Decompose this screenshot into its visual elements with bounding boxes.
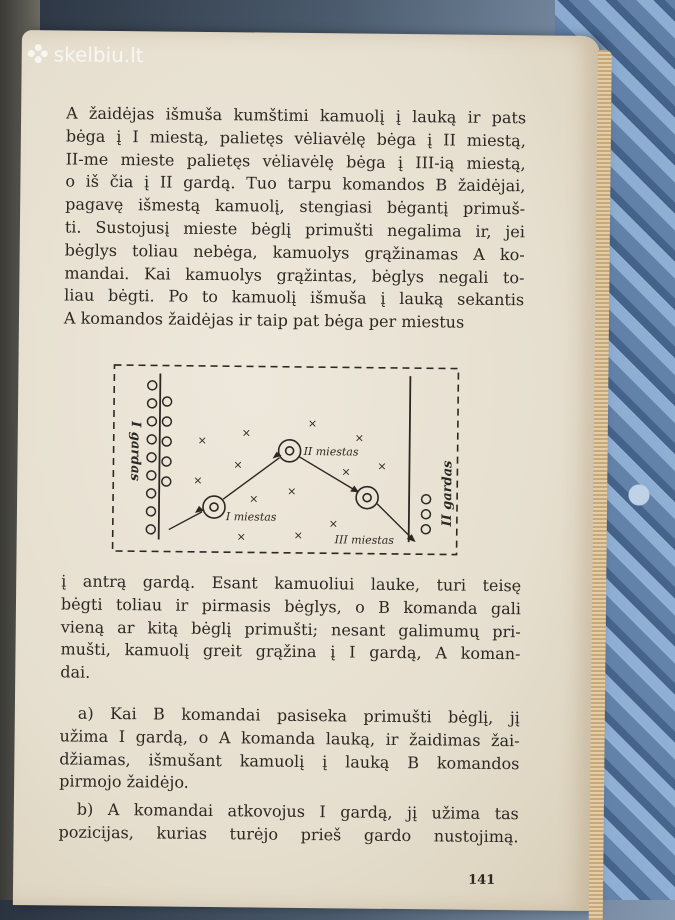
player-circle xyxy=(147,489,156,498)
player-circle xyxy=(147,417,156,426)
svg-text:×: × xyxy=(287,484,297,498)
watermark-text: skelbiu.lt xyxy=(53,42,144,68)
svg-text:×: × xyxy=(341,465,351,479)
player-circle xyxy=(421,525,430,534)
miestas-3-inner xyxy=(363,494,371,502)
svg-text:×: × xyxy=(249,492,259,506)
player-circle xyxy=(147,471,156,480)
player-circle xyxy=(422,495,431,504)
book-page xyxy=(13,30,600,911)
text-line: mandai. Kai kamuolys grąžintas, bėglys negali to- xyxy=(64,263,525,287)
miestas-2-outer xyxy=(278,440,300,462)
text-line: bėgti toliau ir pirmasis bėglys, o B komanda gali xyxy=(60,594,522,619)
game-field-diagram xyxy=(108,361,470,560)
svg-text:×: × xyxy=(197,433,207,447)
paragraph-1 xyxy=(64,102,526,335)
team-a-players xyxy=(146,381,432,537)
gardas-2-label: II gardas xyxy=(439,460,456,527)
text-line: A komandos žaidėjas ir taip pat bėga per miestus xyxy=(63,308,465,332)
player-circle xyxy=(148,399,157,408)
svg-text:×: × xyxy=(233,458,243,472)
player-circle xyxy=(162,477,171,486)
text-line: bėglys toliau nebėga, kamuolys grąžinamas A ko- xyxy=(64,240,525,265)
miestas-3-outer xyxy=(356,487,378,509)
text-line: džiamas, išmušant kamuolį į lauką B komandos xyxy=(59,749,520,773)
svg-text:×: × xyxy=(193,473,203,487)
svg-text:×: × xyxy=(354,431,365,445)
svg-text:×: × xyxy=(377,459,387,473)
player-circle xyxy=(147,453,156,462)
text-line: pirmojo žaidėjo. xyxy=(59,771,189,793)
miestas-3-label: III miestas xyxy=(334,533,395,547)
player-circle xyxy=(162,457,171,466)
field-boundary xyxy=(113,365,459,555)
player-circle xyxy=(148,381,157,390)
player-circle xyxy=(162,437,171,446)
text-line: mušti, kamuolį greit grąžina į I gardą, A koman- xyxy=(60,639,521,664)
text-line: vieną ar kitą bėglį primušti; nesant galimumų pri- xyxy=(60,617,521,641)
text-line: bėga į I miestą, palietęs vėliavėlę bėga į II miestą, xyxy=(65,126,526,151)
player-circle xyxy=(162,417,171,426)
miestas-2-inner xyxy=(286,447,294,455)
text-line: ti. Sustojusį mieste bėglį primušti negalima ir, jei xyxy=(64,217,526,242)
svg-text:×: × xyxy=(293,528,304,542)
paragraph-3 xyxy=(59,702,520,798)
svg-text:×: × xyxy=(307,417,318,431)
team-b-players xyxy=(193,416,388,545)
svg-text:×: × xyxy=(328,517,339,531)
text-line: į antrą gardą. Esant kamuoliui lauke, turi teisę xyxy=(61,571,522,596)
paragraph-4 xyxy=(58,798,518,848)
miestas-1-outer xyxy=(203,496,225,518)
gardas-1-label: I gardas xyxy=(127,421,143,482)
page-number: 141 xyxy=(468,872,496,889)
text-line: dai. xyxy=(60,662,91,682)
text-line: A žaidėjas išmuša kumštimi kamuolį į lauką ir pats xyxy=(66,103,527,128)
text-line: b) A komandai atkovojus I gardą, jį užima tas xyxy=(76,799,519,824)
text-line: a) Kai B komandai pasiseka primušti bėglį, jį xyxy=(77,703,520,728)
miestas-1-label: I miestas xyxy=(225,510,277,524)
watermark-logo-icon xyxy=(28,44,48,64)
paragraph-2 xyxy=(60,570,521,689)
miestas-2-label: II miestas xyxy=(303,444,359,459)
miestas-1-inner xyxy=(210,503,218,511)
text-line: o iš čia į II gardą. Tuo tarpu komandos B žaidėjai, xyxy=(65,171,526,196)
svg-text:×: × xyxy=(236,530,246,544)
watermark xyxy=(28,42,144,67)
player-circle xyxy=(146,507,155,516)
svg-text:×: × xyxy=(241,426,252,440)
text-line: pagavę išmestą kamuolį, stengiasi bėgantį primuš- xyxy=(65,194,526,219)
player-circle xyxy=(146,525,155,534)
text-line: liau bėgti. Po to kamuolį išmuša į lauką sekantis xyxy=(64,285,525,310)
player-circle xyxy=(163,397,172,406)
player-circle xyxy=(421,510,430,519)
gardas-1-line xyxy=(159,373,161,539)
text-line: pozicijas, kurias turėjo prieš gardo nustojimą. xyxy=(58,822,519,847)
text-line: užima I gardą, o A komanda lauką, ir žaidimas žai- xyxy=(59,726,520,751)
player-circle xyxy=(147,435,156,444)
gardas-2-line xyxy=(409,376,411,542)
text-line: II-me mieste palietęs vėliavėlę bėga į III-ią miestą, xyxy=(65,149,526,173)
